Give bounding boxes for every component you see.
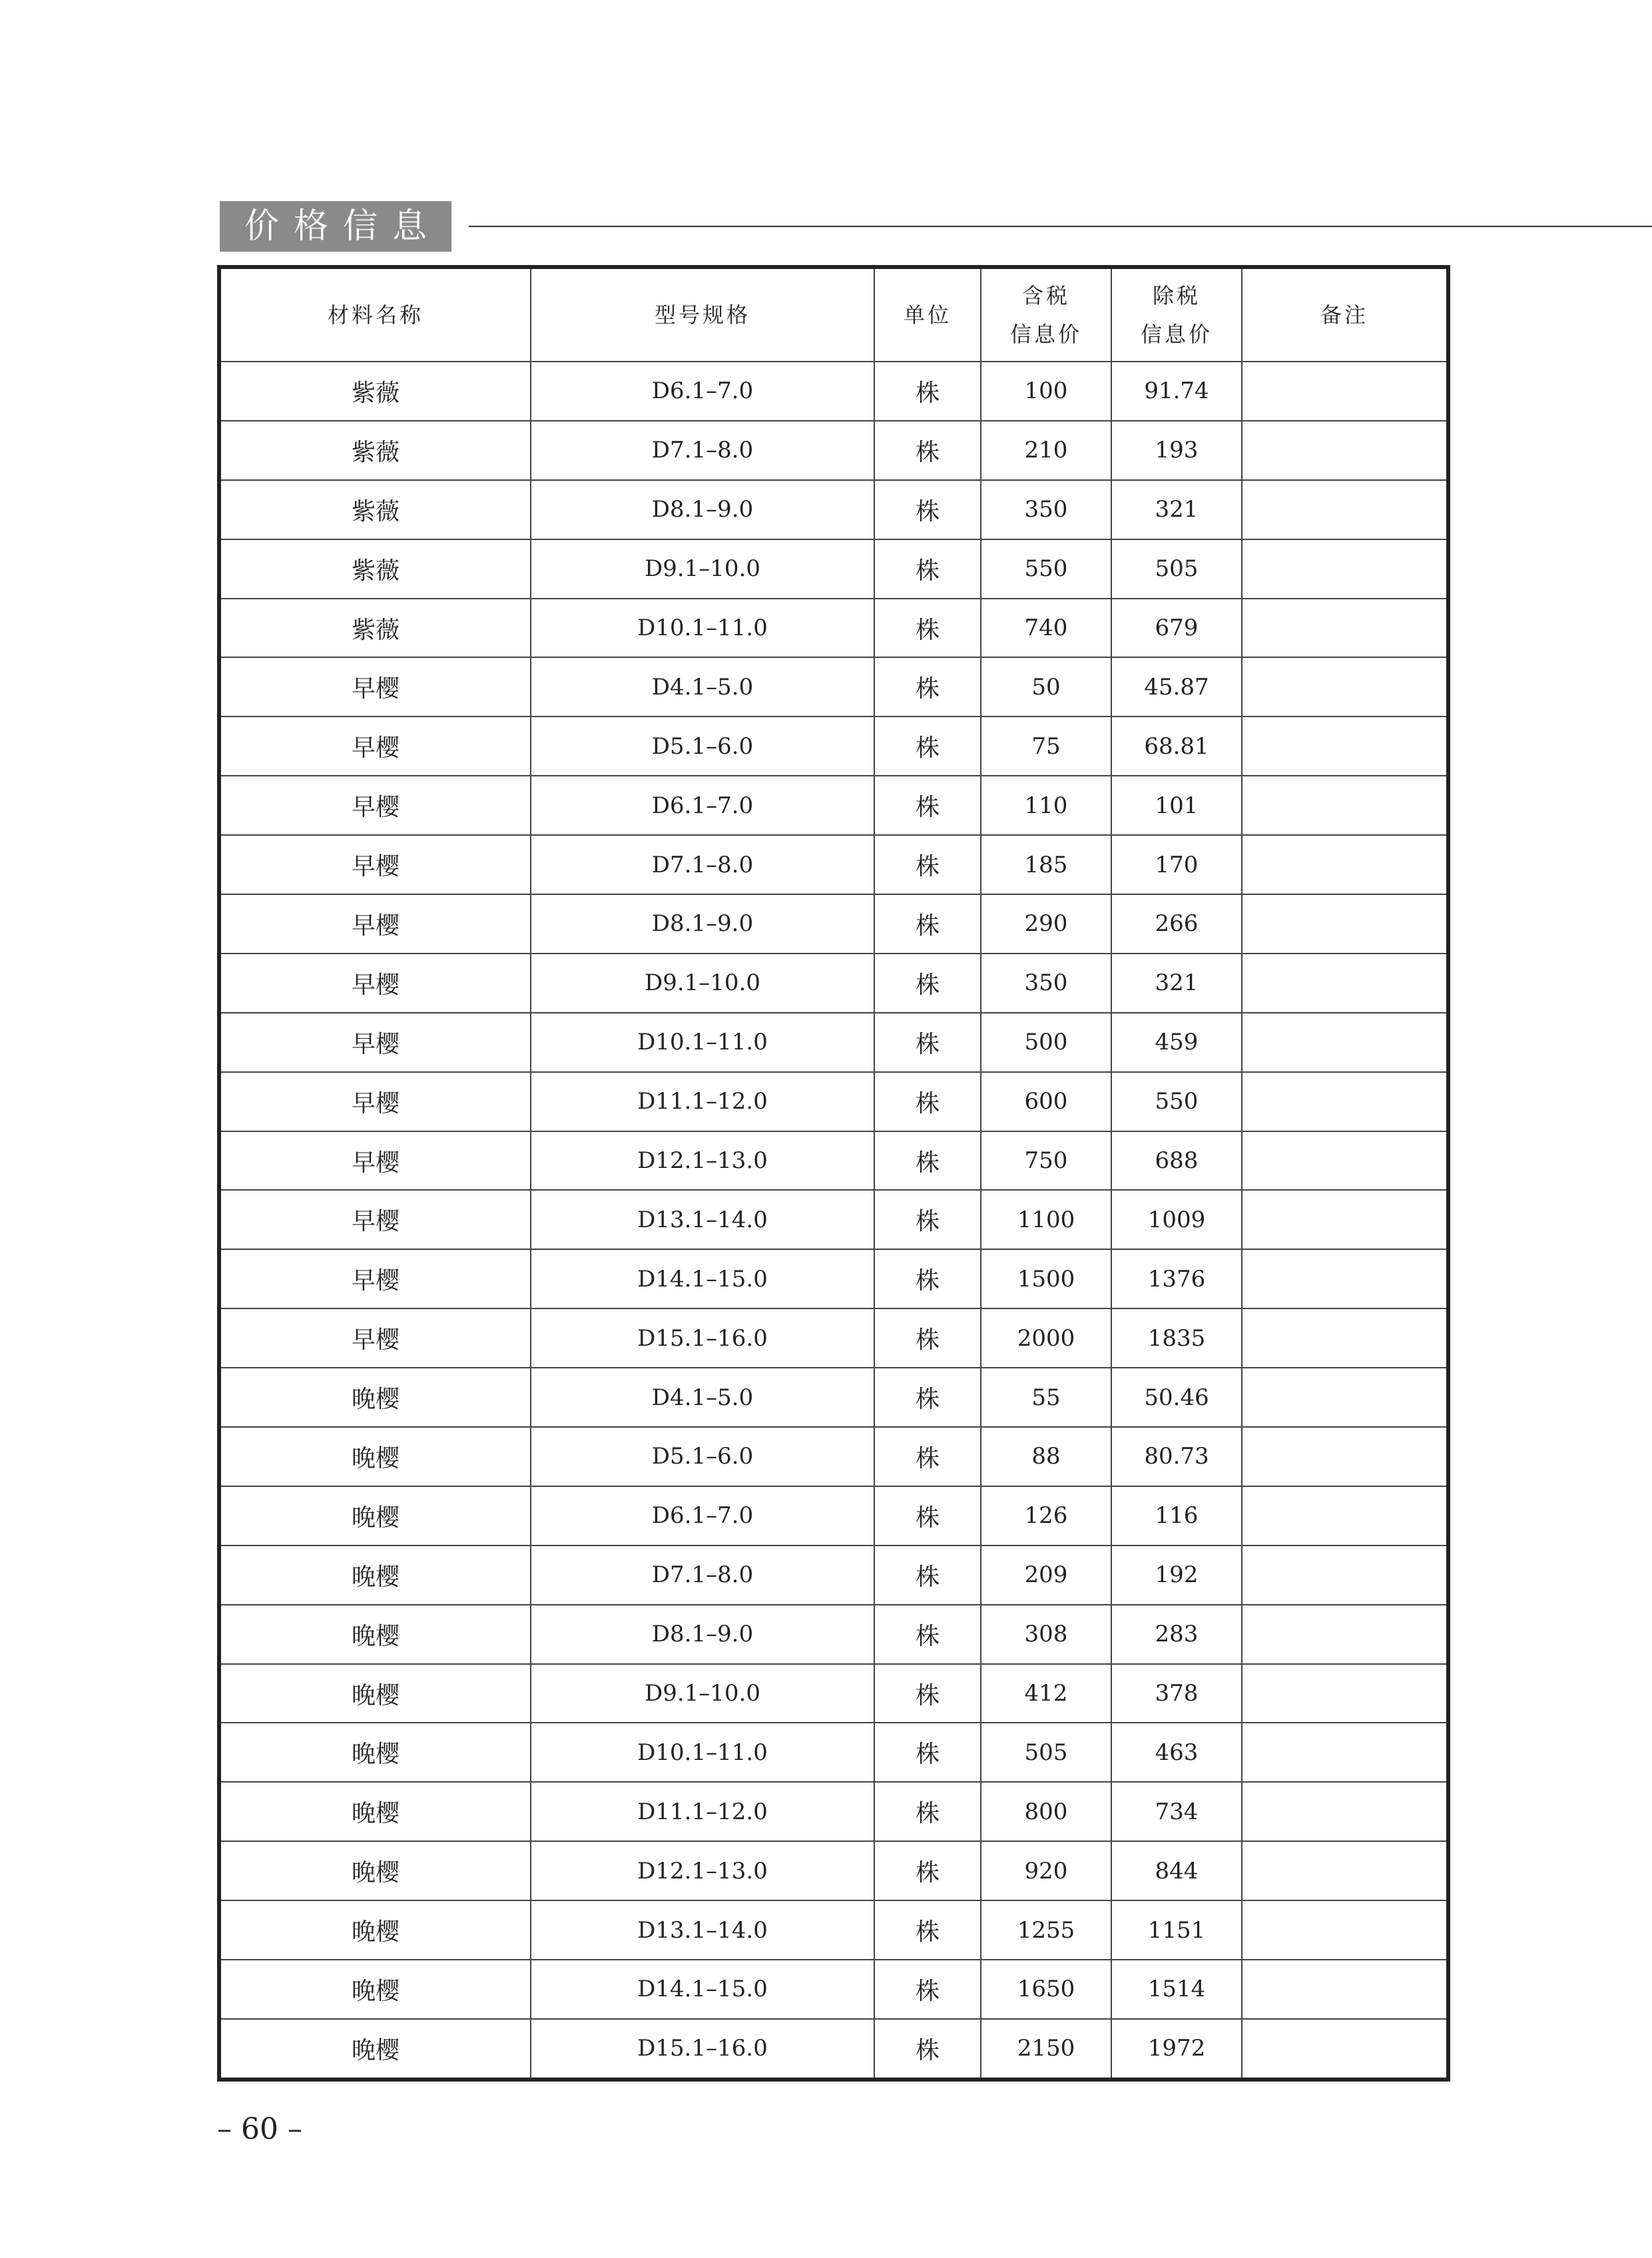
cell-model-spec: D7.1–8.0 [531,1546,874,1605]
page-number: – 60 – [217,2112,302,2146]
table-row [221,1723,1446,1782]
cell-material-name: 晚樱 [221,1486,531,1546]
cell-material-name: 晚樱 [221,1546,531,1605]
cell-tax-exclusive-price: 1151 [1111,1900,1242,1960]
cell-unit: 株 [874,539,981,599]
price-table-frame [217,265,1450,2082]
cell-model-spec: D15.1–16.0 [531,2019,874,2078]
cell-tax-inclusive-price: 1100 [981,1190,1111,1249]
table-row [221,1486,1446,1546]
cell-model-spec: D9.1–10.0 [531,954,874,1013]
cell-tax-inclusive-price: 600 [981,1072,1111,1131]
table-row [221,1605,1446,1664]
cell-model-spec: D15.1–16.0 [531,1308,874,1368]
cell-model-spec: D8.1–9.0 [531,480,874,539]
cell-model-spec: D6.1–7.0 [531,1486,874,1546]
cell-remark [1242,1013,1446,1072]
header-tax-inclusive-line2: 信息价 [1009,322,1082,347]
cell-remark [1242,776,1446,835]
cell-unit: 株 [874,1605,981,1664]
cell-remark [1242,1546,1446,1605]
cell-remark [1242,894,1446,954]
cell-remark [1242,362,1446,421]
cell-tax-exclusive-price: 283 [1111,1605,1242,1664]
cell-tax-inclusive-price: 110 [981,776,1111,835]
cell-material-name: 晚樱 [221,1841,531,1900]
cell-unit: 株 [874,599,981,658]
cell-tax-inclusive-price: 920 [981,1841,1111,1900]
cell-tax-inclusive-price: 800 [981,1782,1111,1841]
cell-model-spec: D4.1–5.0 [531,657,874,716]
cell-model-spec: D9.1–10.0 [531,1664,874,1723]
cell-unit: 株 [874,657,981,716]
table-row [221,1131,1446,1191]
cell-material-name: 紫薇 [221,362,531,421]
header-material-name: 材料名称 [221,269,531,362]
cell-unit: 株 [874,1486,981,1546]
table-row [221,1782,1446,1841]
section-title: 价格信息 [220,201,451,252]
cell-unit: 株 [874,835,981,894]
table-row [221,362,1446,421]
cell-material-name: 紫薇 [221,421,531,480]
cell-model-spec: D11.1–12.0 [531,1072,874,1131]
cell-tax-exclusive-price: 734 [1111,1782,1242,1841]
cell-remark [1242,657,1446,716]
cell-material-name: 早樱 [221,1072,531,1131]
cell-material-name: 早樱 [221,894,531,954]
table-row [221,776,1446,835]
cell-material-name: 晚樱 [221,1427,531,1486]
cell-tax-inclusive-price: 550 [981,539,1111,599]
cell-unit: 株 [874,1723,981,1782]
cell-tax-inclusive-price: 50 [981,657,1111,716]
cell-unit: 株 [874,716,981,776]
cell-tax-exclusive-price: 170 [1111,835,1242,894]
cell-tax-inclusive-price: 100 [981,362,1111,421]
cell-unit: 株 [874,480,981,539]
table-row [221,954,1446,1013]
cell-unit: 株 [874,1960,981,2019]
table-row [221,1013,1446,1072]
table-row [221,1427,1446,1486]
section-header [220,201,1561,252]
cell-material-name: 晚樱 [221,1900,531,1960]
cell-material-name: 早樱 [221,954,531,1013]
cell-remark [1242,421,1446,480]
cell-remark [1242,1782,1446,1841]
cell-unit: 株 [874,421,981,480]
cell-material-name: 晚樱 [221,2019,531,2078]
cell-tax-exclusive-price: 266 [1111,894,1242,954]
cell-tax-inclusive-price: 740 [981,599,1111,658]
cell-tax-exclusive-price: 1835 [1111,1308,1242,1368]
cell-tax-inclusive-price: 2150 [981,2019,1111,2078]
cell-tax-inclusive-price: 350 [981,954,1111,1013]
cell-unit: 株 [874,1308,981,1368]
cell-remark [1242,954,1446,1013]
cell-tax-exclusive-price: 1972 [1111,2019,1242,2078]
cell-tax-exclusive-price: 1514 [1111,1960,1242,2019]
cell-material-name: 早樱 [221,835,531,894]
cell-tax-inclusive-price: 350 [981,480,1111,539]
table-header-row [221,269,1446,362]
cell-remark [1242,716,1446,776]
cell-model-spec: D14.1–15.0 [531,1249,874,1308]
table-row [221,835,1446,894]
table-row [221,599,1446,658]
cell-remark [1242,1427,1446,1486]
cell-remark [1242,1131,1446,1191]
cell-remark [1242,1190,1446,1249]
table-body [221,362,1446,2078]
cell-unit: 株 [874,1131,981,1191]
cell-tax-inclusive-price: 210 [981,421,1111,480]
cell-unit: 株 [874,1190,981,1249]
cell-model-spec: D7.1–8.0 [531,835,874,894]
cell-tax-inclusive-price: 1500 [981,1249,1111,1308]
cell-tax-exclusive-price: 192 [1111,1546,1242,1605]
cell-tax-exclusive-price: 463 [1111,1723,1242,1782]
cell-model-spec: D5.1–6.0 [531,1427,874,1486]
cell-remark [1242,1368,1446,1427]
cell-tax-exclusive-price: 378 [1111,1664,1242,1723]
cell-remark [1242,1605,1446,1664]
cell-tax-exclusive-price: 1009 [1111,1190,1242,1249]
cell-remark [1242,1664,1446,1723]
cell-material-name: 晚樱 [221,1723,531,1782]
table-row [221,539,1446,599]
cell-material-name: 晚樱 [221,1368,531,1427]
table-row [221,894,1446,954]
cell-tax-exclusive-price: 688 [1111,1131,1242,1191]
cell-unit: 株 [874,1249,981,1308]
cell-remark [1242,1486,1446,1546]
header-tax-exclusive-price [1111,269,1242,362]
cell-material-name: 晚樱 [221,1605,531,1664]
table-row [221,657,1446,716]
table-row [221,1072,1446,1131]
cell-model-spec: D6.1–7.0 [531,362,874,421]
table-row [221,716,1446,776]
cell-tax-inclusive-price: 1650 [981,1960,1111,2019]
table-row [221,1190,1446,1249]
cell-model-spec: D12.1–13.0 [531,1841,874,1900]
cell-tax-inclusive-price: 2000 [981,1308,1111,1368]
header-tax-inclusive-line1: 含税 [1021,283,1070,308]
cell-model-spec: D12.1–13.0 [531,1131,874,1191]
table-row [221,1960,1446,2019]
cell-unit: 株 [874,776,981,835]
cell-unit: 株 [874,1072,981,1131]
cell-remark [1242,1900,1446,1960]
cell-unit: 株 [874,1841,981,1900]
table-row [221,480,1446,539]
cell-tax-inclusive-price: 1255 [981,1900,1111,1960]
cell-tax-inclusive-price: 75 [981,716,1111,776]
header-tax-inclusive-price [981,269,1111,362]
cell-material-name: 早樱 [221,1013,531,1072]
cell-model-spec: D9.1–10.0 [531,539,874,599]
cell-material-name: 早樱 [221,1249,531,1308]
cell-tax-inclusive-price: 88 [981,1427,1111,1486]
table-row [221,2019,1446,2078]
cell-tax-exclusive-price: 1376 [1111,1249,1242,1308]
cell-tax-exclusive-price: 68.81 [1111,716,1242,776]
table-row [221,1368,1446,1427]
table-row [221,1308,1446,1368]
cell-material-name: 早樱 [221,657,531,716]
cell-unit: 株 [874,954,981,1013]
cell-tax-exclusive-price: 80.73 [1111,1427,1242,1486]
cell-model-spec: D8.1–9.0 [531,1605,874,1664]
cell-tax-exclusive-price: 101 [1111,776,1242,835]
table-row [221,1249,1446,1308]
cell-tax-exclusive-price: 50.46 [1111,1368,1242,1427]
cell-unit: 株 [874,1900,981,1960]
cell-tax-inclusive-price: 308 [981,1605,1111,1664]
cell-tax-exclusive-price: 193 [1111,421,1242,480]
cell-tax-exclusive-price: 321 [1111,954,1242,1013]
cell-remark [1242,1841,1446,1900]
cell-remark [1242,1723,1446,1782]
cell-material-name: 紫薇 [221,539,531,599]
cell-tax-exclusive-price: 550 [1111,1072,1242,1131]
cell-material-name: 早樱 [221,1131,531,1191]
cell-tax-inclusive-price: 209 [981,1546,1111,1605]
cell-remark [1242,599,1446,658]
table-row [221,1900,1446,1960]
cell-remark [1242,2019,1446,2078]
cell-tax-exclusive-price: 91.74 [1111,362,1242,421]
cell-unit: 株 [874,362,981,421]
cell-tax-exclusive-price: 679 [1111,599,1242,658]
cell-model-spec: D8.1–9.0 [531,894,874,954]
cell-tax-inclusive-price: 126 [981,1486,1111,1546]
cell-model-spec: D6.1–7.0 [531,776,874,835]
section-divider [469,226,1652,227]
cell-model-spec: D13.1–14.0 [531,1900,874,1960]
cell-tax-inclusive-price: 505 [981,1723,1111,1782]
table-row [221,421,1446,480]
cell-material-name: 紫薇 [221,599,531,658]
cell-tax-inclusive-price: 412 [981,1664,1111,1723]
cell-remark [1242,1960,1446,2019]
price-table [221,269,1446,2078]
cell-material-name: 早樱 [221,776,531,835]
cell-model-spec: D10.1–11.0 [531,1723,874,1782]
cell-tax-exclusive-price: 844 [1111,1841,1242,1900]
header-model-spec: 型号规格 [531,269,874,362]
cell-unit: 株 [874,1782,981,1841]
cell-tax-inclusive-price: 290 [981,894,1111,954]
cell-tax-inclusive-price: 185 [981,835,1111,894]
header-tax-exclusive-line1: 除税 [1152,283,1201,308]
cell-unit: 株 [874,1546,981,1605]
cell-remark [1242,835,1446,894]
cell-material-name: 早樱 [221,1190,531,1249]
cell-model-spec: D10.1–11.0 [531,599,874,658]
cell-model-spec: D5.1–6.0 [531,716,874,776]
header-remark: 备注 [1242,269,1446,362]
cell-tax-exclusive-price: 505 [1111,539,1242,599]
cell-model-spec: D10.1–11.0 [531,1013,874,1072]
table-row [221,1664,1446,1723]
cell-tax-exclusive-price: 116 [1111,1486,1242,1546]
cell-remark [1242,480,1446,539]
cell-material-name: 早樱 [221,1308,531,1368]
cell-material-name: 晚樱 [221,1960,531,2019]
cell-unit: 株 [874,894,981,954]
cell-remark [1242,1308,1446,1368]
cell-tax-inclusive-price: 500 [981,1013,1111,1072]
cell-tax-exclusive-price: 45.87 [1111,657,1242,716]
cell-material-name: 晚樱 [221,1782,531,1841]
cell-model-spec: D13.1–14.0 [531,1190,874,1249]
cell-remark [1242,1072,1446,1131]
header-tax-exclusive-line2: 信息价 [1140,322,1213,347]
cell-tax-inclusive-price: 750 [981,1131,1111,1191]
cell-tax-exclusive-price: 459 [1111,1013,1242,1072]
cell-unit: 株 [874,1427,981,1486]
cell-remark [1242,539,1446,599]
cell-model-spec: D4.1–5.0 [531,1368,874,1427]
cell-material-name: 晚樱 [221,1664,531,1723]
cell-material-name: 紫薇 [221,480,531,539]
cell-remark [1242,1249,1446,1308]
cell-model-spec: D7.1–8.0 [531,421,874,480]
cell-tax-exclusive-price: 321 [1111,480,1242,539]
cell-tax-inclusive-price: 55 [981,1368,1111,1427]
cell-model-spec: D14.1–15.0 [531,1960,874,2019]
table-row [221,1546,1446,1605]
cell-unit: 株 [874,1368,981,1427]
cell-model-spec: D11.1–12.0 [531,1782,874,1841]
header-unit: 单位 [874,269,981,362]
cell-material-name: 早樱 [221,716,531,776]
table-row [221,1841,1446,1900]
cell-unit: 株 [874,1664,981,1723]
cell-unit: 株 [874,2019,981,2078]
cell-unit: 株 [874,1013,981,1072]
